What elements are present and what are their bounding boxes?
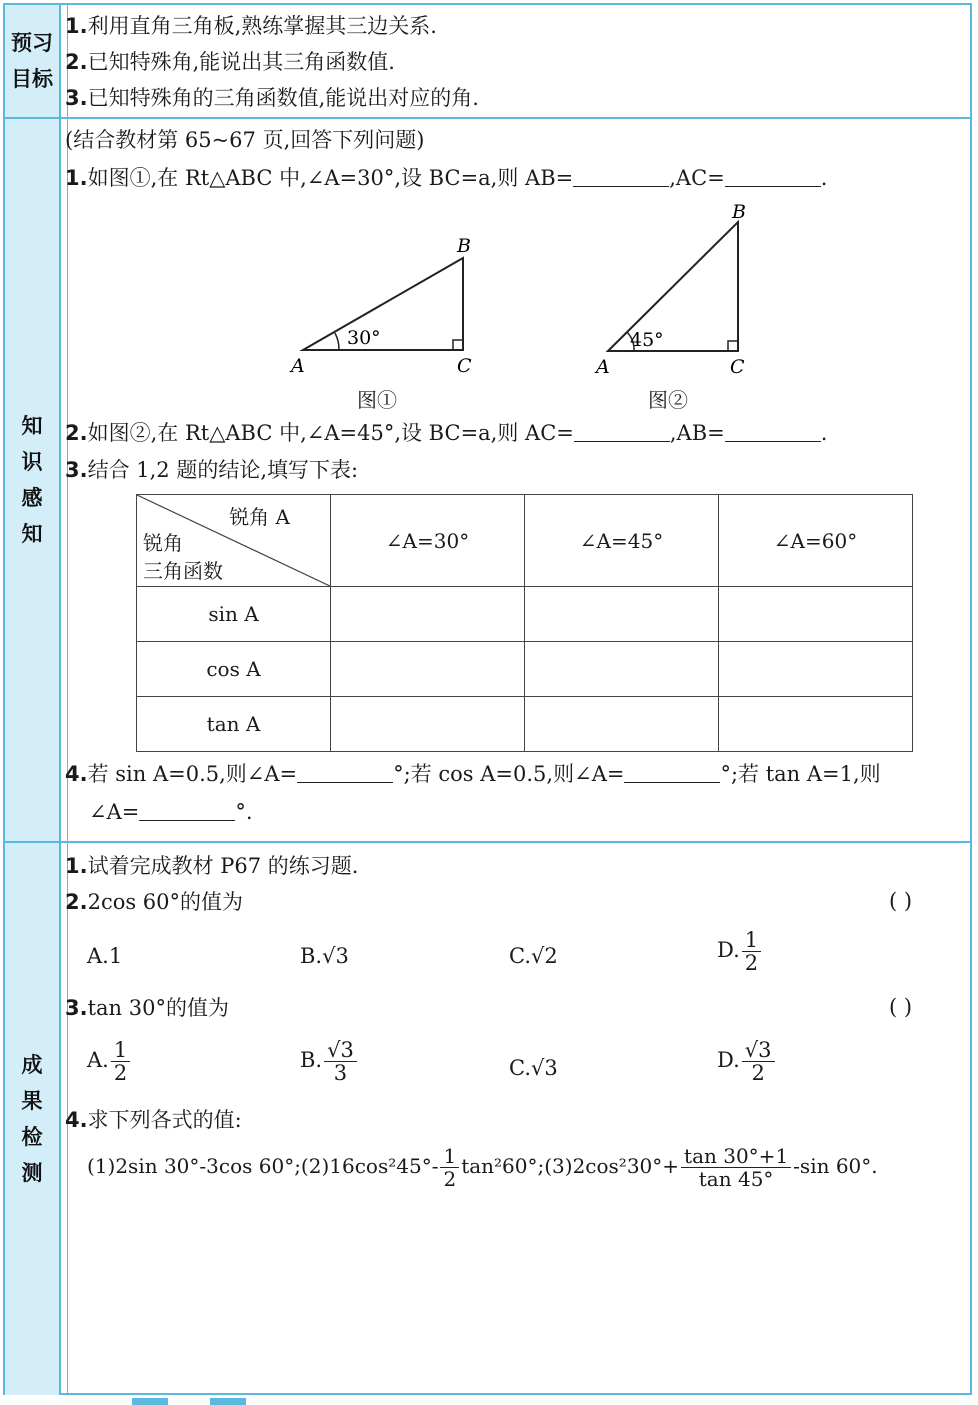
table-row bbox=[137, 642, 913, 697]
answer-blank[interactable] bbox=[624, 762, 720, 783]
vertex-label: B bbox=[457, 235, 471, 257]
option-c[interactable]: C.√3 bbox=[509, 1056, 558, 1080]
answer-blank[interactable] bbox=[725, 166, 821, 187]
preview-item: 1.利用直角三角板,熟练掌握其三边关系. bbox=[65, 14, 437, 38]
table-row bbox=[137, 587, 913, 642]
answer-blank[interactable] bbox=[297, 762, 393, 783]
knowledge-q3: 3.结合 1,2 题的结论,填写下表: bbox=[65, 458, 359, 482]
column-header: ∠A=30° bbox=[331, 495, 525, 587]
answer-cell[interactable] bbox=[719, 587, 913, 642]
answer-blank[interactable] bbox=[139, 800, 235, 821]
figure-1-caption: 图① bbox=[357, 388, 397, 412]
preview-item: 2.已知特殊角,能说出其三角函数值. bbox=[65, 50, 395, 74]
option-d[interactable]: D. $\frac{1}{2}$ bbox=[717, 929, 763, 974]
preview-label bbox=[5, 5, 61, 117]
worksheet bbox=[3, 3, 972, 1395]
preview-label-line2: 目标 bbox=[11, 67, 53, 91]
column-header: ∠A=60° bbox=[719, 495, 913, 587]
answer-blank[interactable] bbox=[573, 166, 669, 187]
result-q4: 4.求下列各式的值: bbox=[65, 1108, 242, 1132]
knowledge-label: 知 识 感 知 bbox=[5, 119, 61, 841]
knowledge-q1: 1.如图①,在 Rt△ABC 中,∠A=30°,设 BC=a,则 AB= ,AC= . bbox=[65, 166, 828, 190]
answer-cell[interactable] bbox=[331, 697, 525, 752]
table-row bbox=[137, 697, 913, 752]
section-divider bbox=[5, 841, 970, 843]
figure-1-triangle bbox=[285, 230, 485, 380]
figure-1-angle: 30° bbox=[347, 327, 381, 349]
table-corner-cell bbox=[137, 495, 331, 587]
corner-mid-label: 锐角 bbox=[143, 531, 183, 555]
vertex-label: A bbox=[291, 355, 305, 377]
vertex-label: B bbox=[732, 201, 746, 223]
answer-cell[interactable] bbox=[525, 697, 719, 752]
row-header: sin A bbox=[137, 587, 331, 642]
preview-item: 3.已知特殊角的三角函数值,能说出对应的角. bbox=[65, 86, 479, 110]
answer-cell[interactable] bbox=[331, 587, 525, 642]
result-q2: 2.2cos 60°的值为 bbox=[65, 890, 244, 914]
result-label: 成 果 检 测 bbox=[5, 843, 61, 1395]
knowledge-q4-line1: 4.若 sin A=0.5,则∠A= °;若 cos A=0.5,则∠A= °;若 tan A=1,则 bbox=[65, 762, 881, 786]
result-q3: 3.tan 30°的值为 bbox=[65, 996, 229, 1020]
answer-cell[interactable] bbox=[525, 587, 719, 642]
column-header: ∠A=45° bbox=[525, 495, 719, 587]
option-a[interactable]: A. $\frac{1}{2}$ bbox=[87, 1039, 132, 1084]
trig-table bbox=[136, 494, 913, 752]
section-divider bbox=[5, 117, 970, 119]
page-tab bbox=[210, 1398, 246, 1405]
option-a[interactable]: A.1 bbox=[87, 944, 123, 968]
result-q4-expressions: (1)2sin 30°-3cos 60°;(2)16cos²45°- $\frac{1}{2}$ tan²60°;(3)2cos²30°+ $\frac{\tan 30^\circ+1}{\tan 45^\circ}$ -sin 60°. bbox=[87, 1144, 878, 1191]
result-q1: 1.试着完成教材 P67 的练习题. bbox=[65, 854, 359, 878]
answer-cell[interactable] bbox=[331, 642, 525, 697]
corner-bottom-label: 三角函数 bbox=[143, 559, 223, 583]
answer-cell[interactable] bbox=[719, 642, 913, 697]
knowledge-intro: (结合教材第 65~67 页,回答下列问题) bbox=[65, 128, 425, 152]
row-header: cos A bbox=[137, 642, 331, 697]
knowledge-q4-line2: ∠A= °. bbox=[89, 800, 253, 824]
answer-cell[interactable] bbox=[525, 642, 719, 697]
page-tab bbox=[132, 1398, 168, 1405]
answer-paren[interactable]: ( ) bbox=[889, 995, 913, 1019]
figure-2-triangle bbox=[590, 198, 770, 383]
answer-blank[interactable] bbox=[725, 421, 821, 442]
answer-paren[interactable]: ( ) bbox=[889, 889, 913, 913]
row-header: tan A bbox=[137, 697, 331, 752]
corner-top-label: 锐角 A bbox=[229, 505, 290, 529]
option-c[interactable]: C.√2 bbox=[509, 944, 558, 968]
preview-label-line1: 预习 bbox=[11, 31, 53, 55]
answer-cell[interactable] bbox=[719, 697, 913, 752]
knowledge-q2: 2.如图②,在 Rt△ABC 中,∠A=45°,设 BC=a,则 AC= ,AB= . bbox=[65, 421, 828, 445]
option-b[interactable]: B. $\frac{√3}{3}$ bbox=[300, 1039, 359, 1084]
answer-blank[interactable] bbox=[574, 421, 670, 442]
figure-2-caption: 图② bbox=[648, 388, 688, 412]
option-d[interactable]: D. $\frac{√3}{2}$ bbox=[717, 1039, 777, 1084]
option-b[interactable]: B.√3 bbox=[300, 944, 349, 968]
vertex-label: C bbox=[730, 356, 745, 378]
vertex-label: C bbox=[457, 355, 472, 377]
figure-2-angle: 45° bbox=[630, 329, 664, 351]
vertex-label: A bbox=[596, 356, 610, 378]
